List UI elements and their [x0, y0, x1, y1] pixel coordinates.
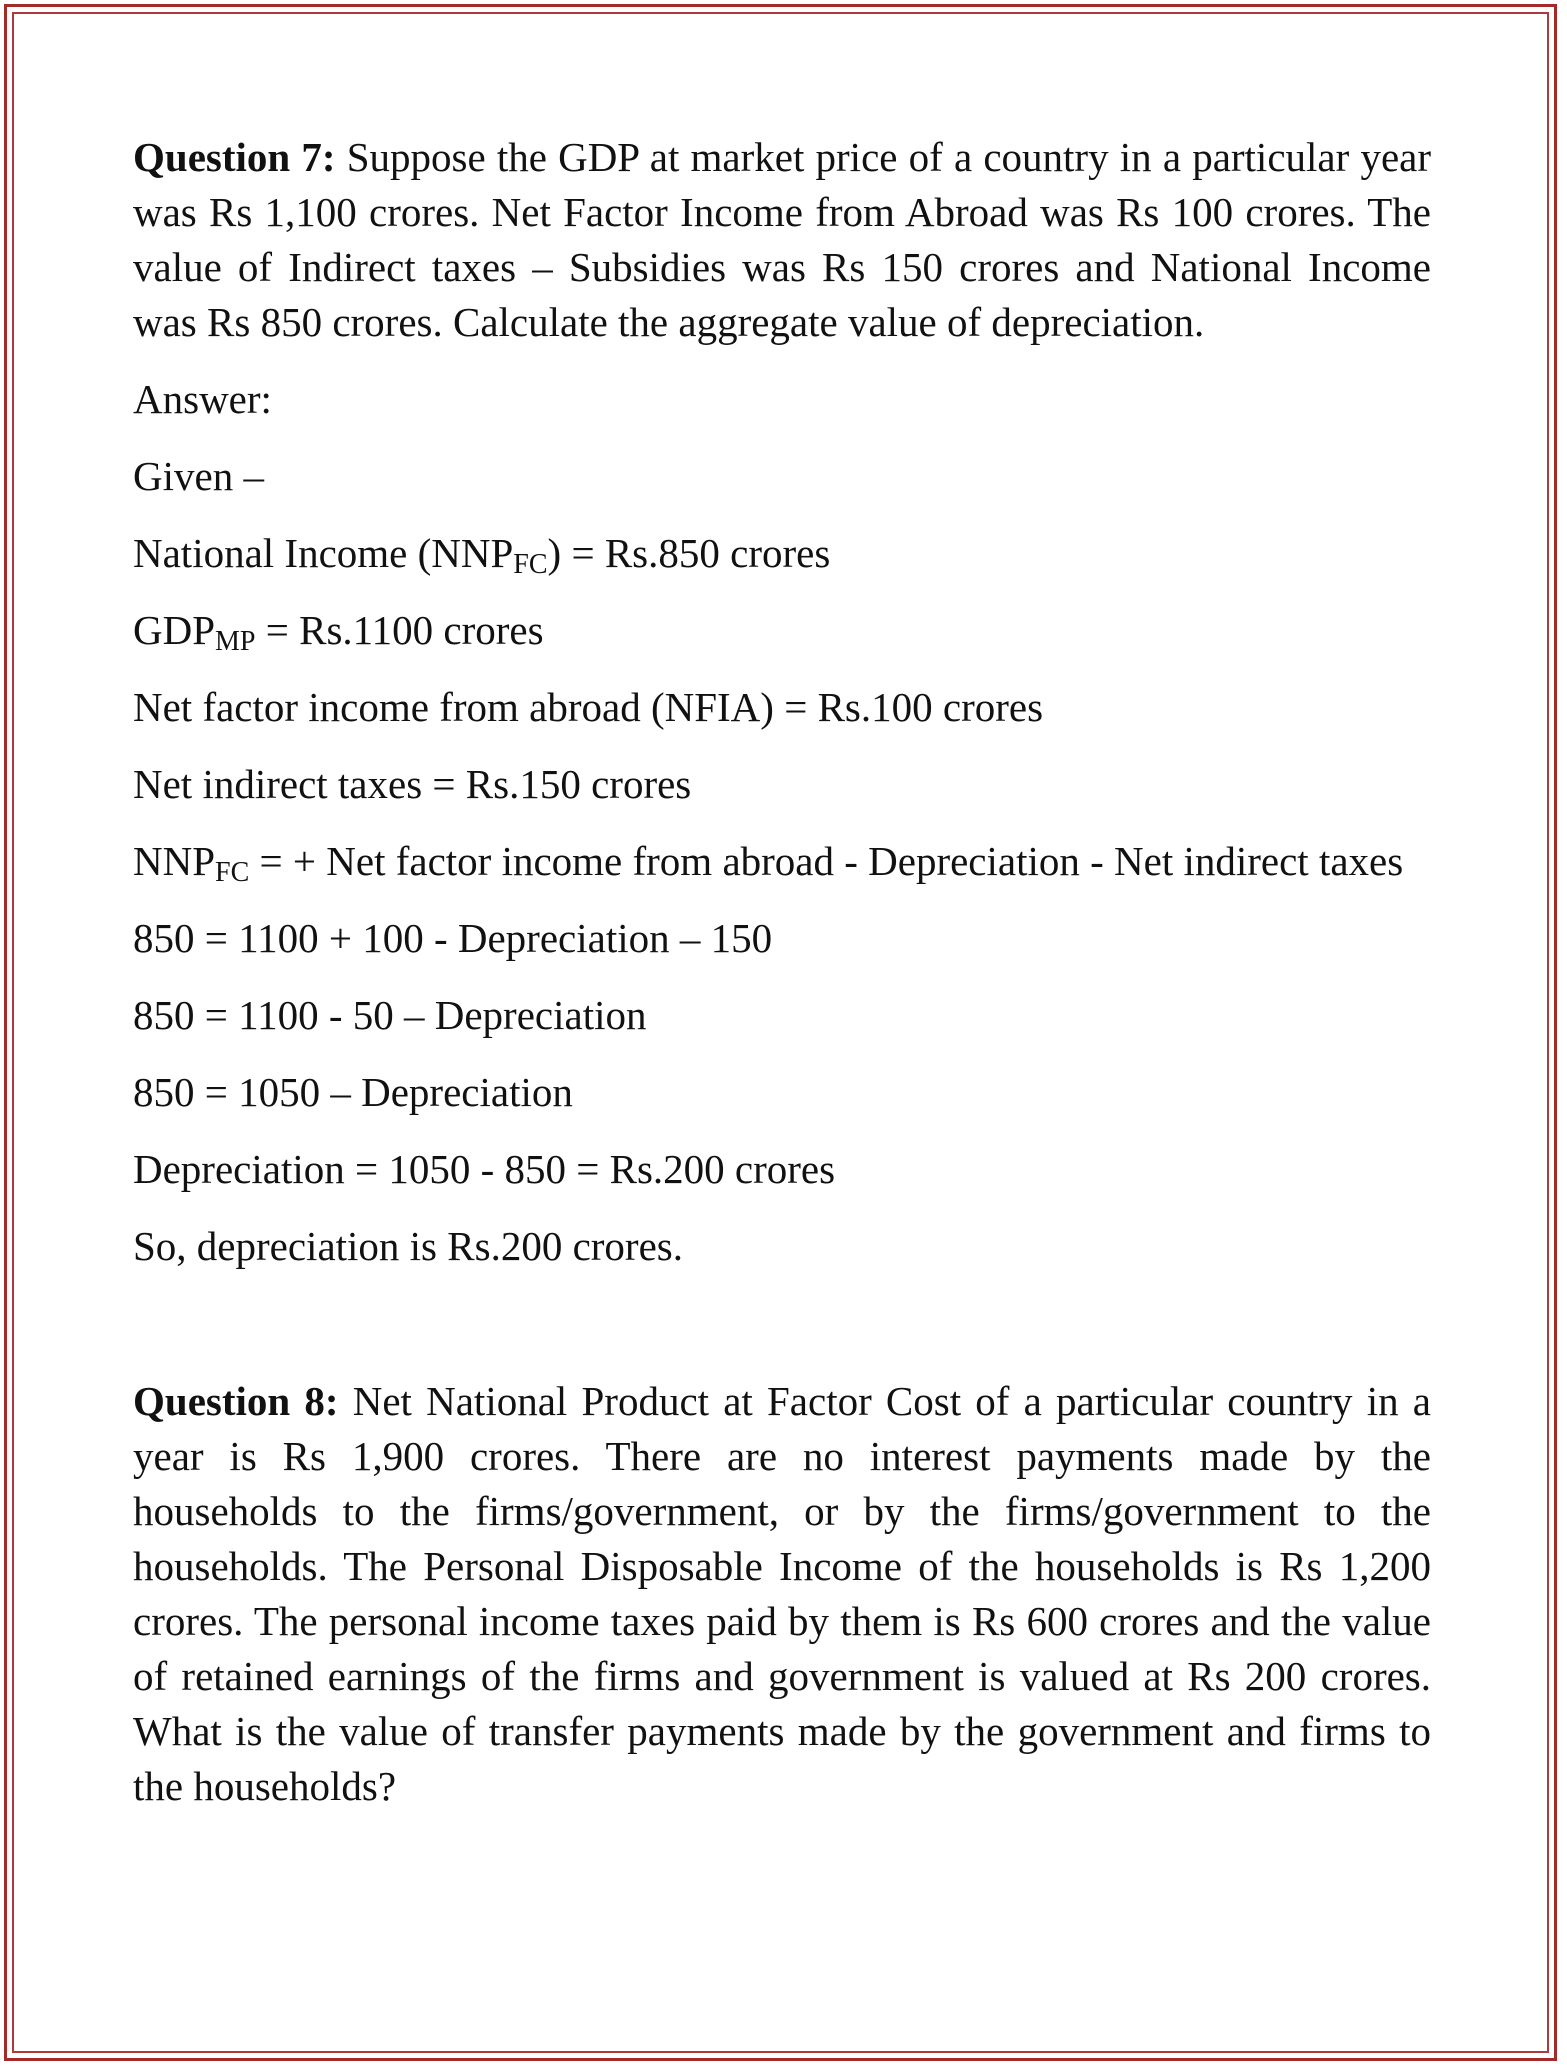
question-7-label: Question 7:	[133, 134, 336, 180]
question-7-text: Suppose the GDP at market price of a country in a particular year was Rs 1,100 crores. Net Factor Income from Abroad was Rs 100 crores. The value of Indirect taxes – Subsidies was Rs 150 crores and National Income was Rs 850 crores. Calculate the aggregate value of depreciation.	[133, 134, 1431, 345]
question-8-label: Question 8:	[133, 1378, 339, 1424]
given-heading: Given –	[133, 453, 264, 499]
question-8-text: Net National Product at Factor Cost of a particular country in a year is Rs 1,900 crores. There are no interest payments made by the households to the firms/government, or by the firms/government to the households. The Personal Disposable Income of the households is Rs 1,200 crores. The personal income taxes paid by them is Rs 600 crores and the value of retained earnings of the firms and government is valued at Rs 200 crores. What is the value of transfer payments made by the government and firms to the households?	[133, 1378, 1431, 1809]
step-2: 850 = 1100 - 50 – Depreciation	[133, 992, 647, 1038]
conclusion: So, depreciation is Rs.200 crores.	[133, 1223, 683, 1269]
step-3: 850 = 1050 – Depreciation	[133, 1069, 573, 1115]
question-8	[133, 1374, 1431, 1814]
answer-heading: Answer:	[133, 376, 272, 422]
question-7	[133, 130, 1431, 350]
step-4: Depreciation = 1050 - 850 = Rs.200 crores	[133, 1146, 836, 1192]
given-national-income: National Income $(NNP_{FC}) = Rs.850$ crores	[133, 530, 831, 580]
given-nfia: Net factor income from abroad (NFIA) = Rs.100 crores	[133, 684, 1044, 730]
step-1: 850 = 1100 + 100 - Depreciation – 150	[133, 915, 773, 961]
given-net-indirect-taxes: Net indirect taxes = Rs.150 crores	[133, 761, 692, 807]
formula: $NNP_{FC}$ = + Net factor income from abroad - Depreciation - Net indirect taxes	[133, 838, 1404, 888]
section-gap	[133, 1296, 1431, 1374]
given-gdp-mp: $GDP_{MP} = Rs.1100$ crores	[133, 607, 544, 657]
document-content	[133, 130, 1431, 1836]
